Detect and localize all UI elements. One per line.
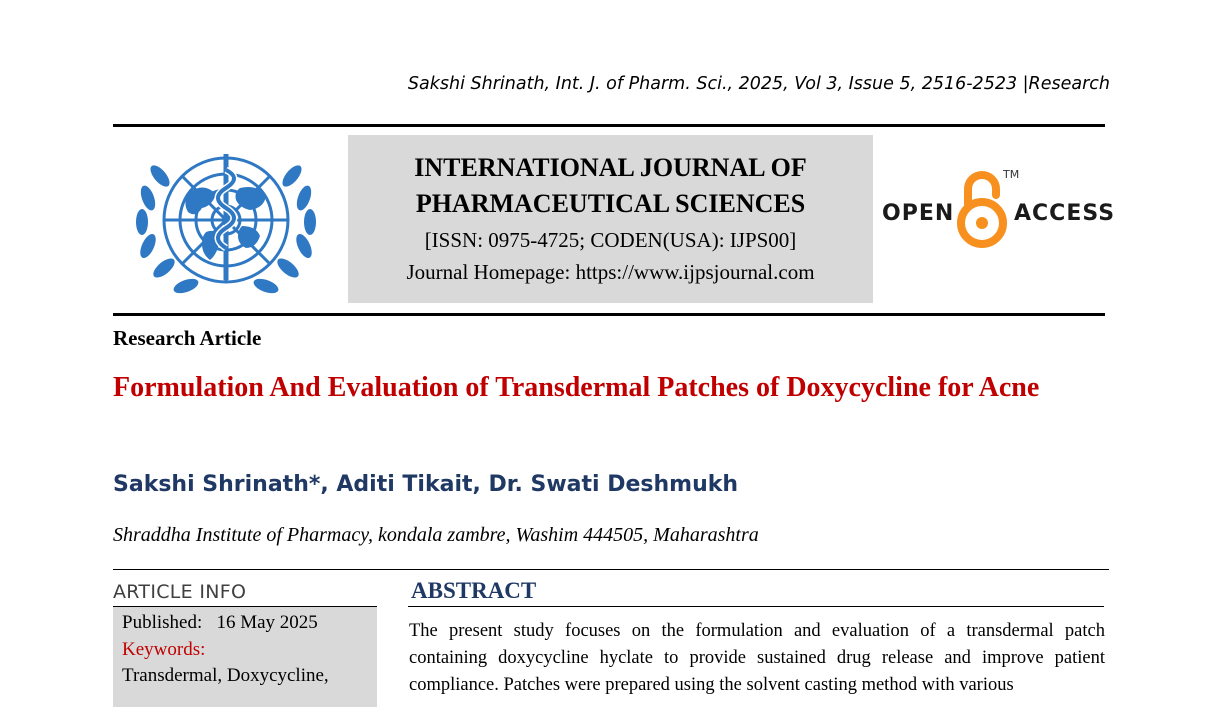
abstract-text: The present study focuses on the formulation and evaluation of a transdermal patch containing doxycycline hyclate to provide sustained drug release and improve patient compliance. Patches were prepared using the solvent casting method with various bbox=[409, 621, 1105, 695]
article-title: Formulation And Evaluation of Transdermal Patches of Doxycycline for Acne bbox=[113, 372, 1040, 403]
keywords-label: Keywords: bbox=[122, 639, 206, 660]
article-affiliation: Shraddha Institute of Pharmacy, kondala zambre, Washim 444505, Maharashtra bbox=[113, 524, 759, 546]
open-access-logo bbox=[880, 165, 1116, 255]
citation-header: Sakshi Shrinath, Int. J. of Pharm. Sci., 2025, Vol 3, Issue 5, 2516-2523 |Research bbox=[407, 74, 1110, 94]
abstract-heading: ABSTRACT bbox=[411, 578, 537, 603]
open-access-access-text: ACCESS bbox=[1014, 201, 1116, 226]
published-date: Published: 16 May 2025 bbox=[122, 612, 318, 633]
section-divider bbox=[113, 569, 1109, 570]
trademark-mark: TM bbox=[1003, 168, 1020, 181]
abstract-rule bbox=[408, 606, 1104, 607]
journal-title-line1: INTERNATIONAL JOURNAL OF bbox=[414, 153, 807, 182]
article-info-box bbox=[113, 606, 377, 707]
header-rule-top bbox=[113, 124, 1105, 127]
journal-title-line2: PHARMACEUTICAL SCIENCES bbox=[415, 189, 806, 218]
journal-homepage: Journal Homepage: https://www.ijpsjournal.com bbox=[406, 260, 815, 284]
article-authors: Sakshi Shrinath*, Aditi Tikait, Dr. Swati Deshmukh bbox=[113, 472, 739, 497]
article-type: Research Article bbox=[113, 326, 262, 350]
open-access-open-text: OPEN bbox=[882, 201, 955, 226]
article-info-heading: ARTICLE INFO bbox=[113, 581, 247, 603]
journal-issn: [ISSN: 0975-4725; CODEN(USA): IJPS00] bbox=[424, 228, 797, 252]
journal-info-box bbox=[348, 135, 873, 303]
header-rule-bottom bbox=[113, 313, 1105, 316]
journal-logo-icon bbox=[128, 140, 324, 306]
keywords-list: Transdermal, Doxycycline, bbox=[122, 665, 329, 686]
